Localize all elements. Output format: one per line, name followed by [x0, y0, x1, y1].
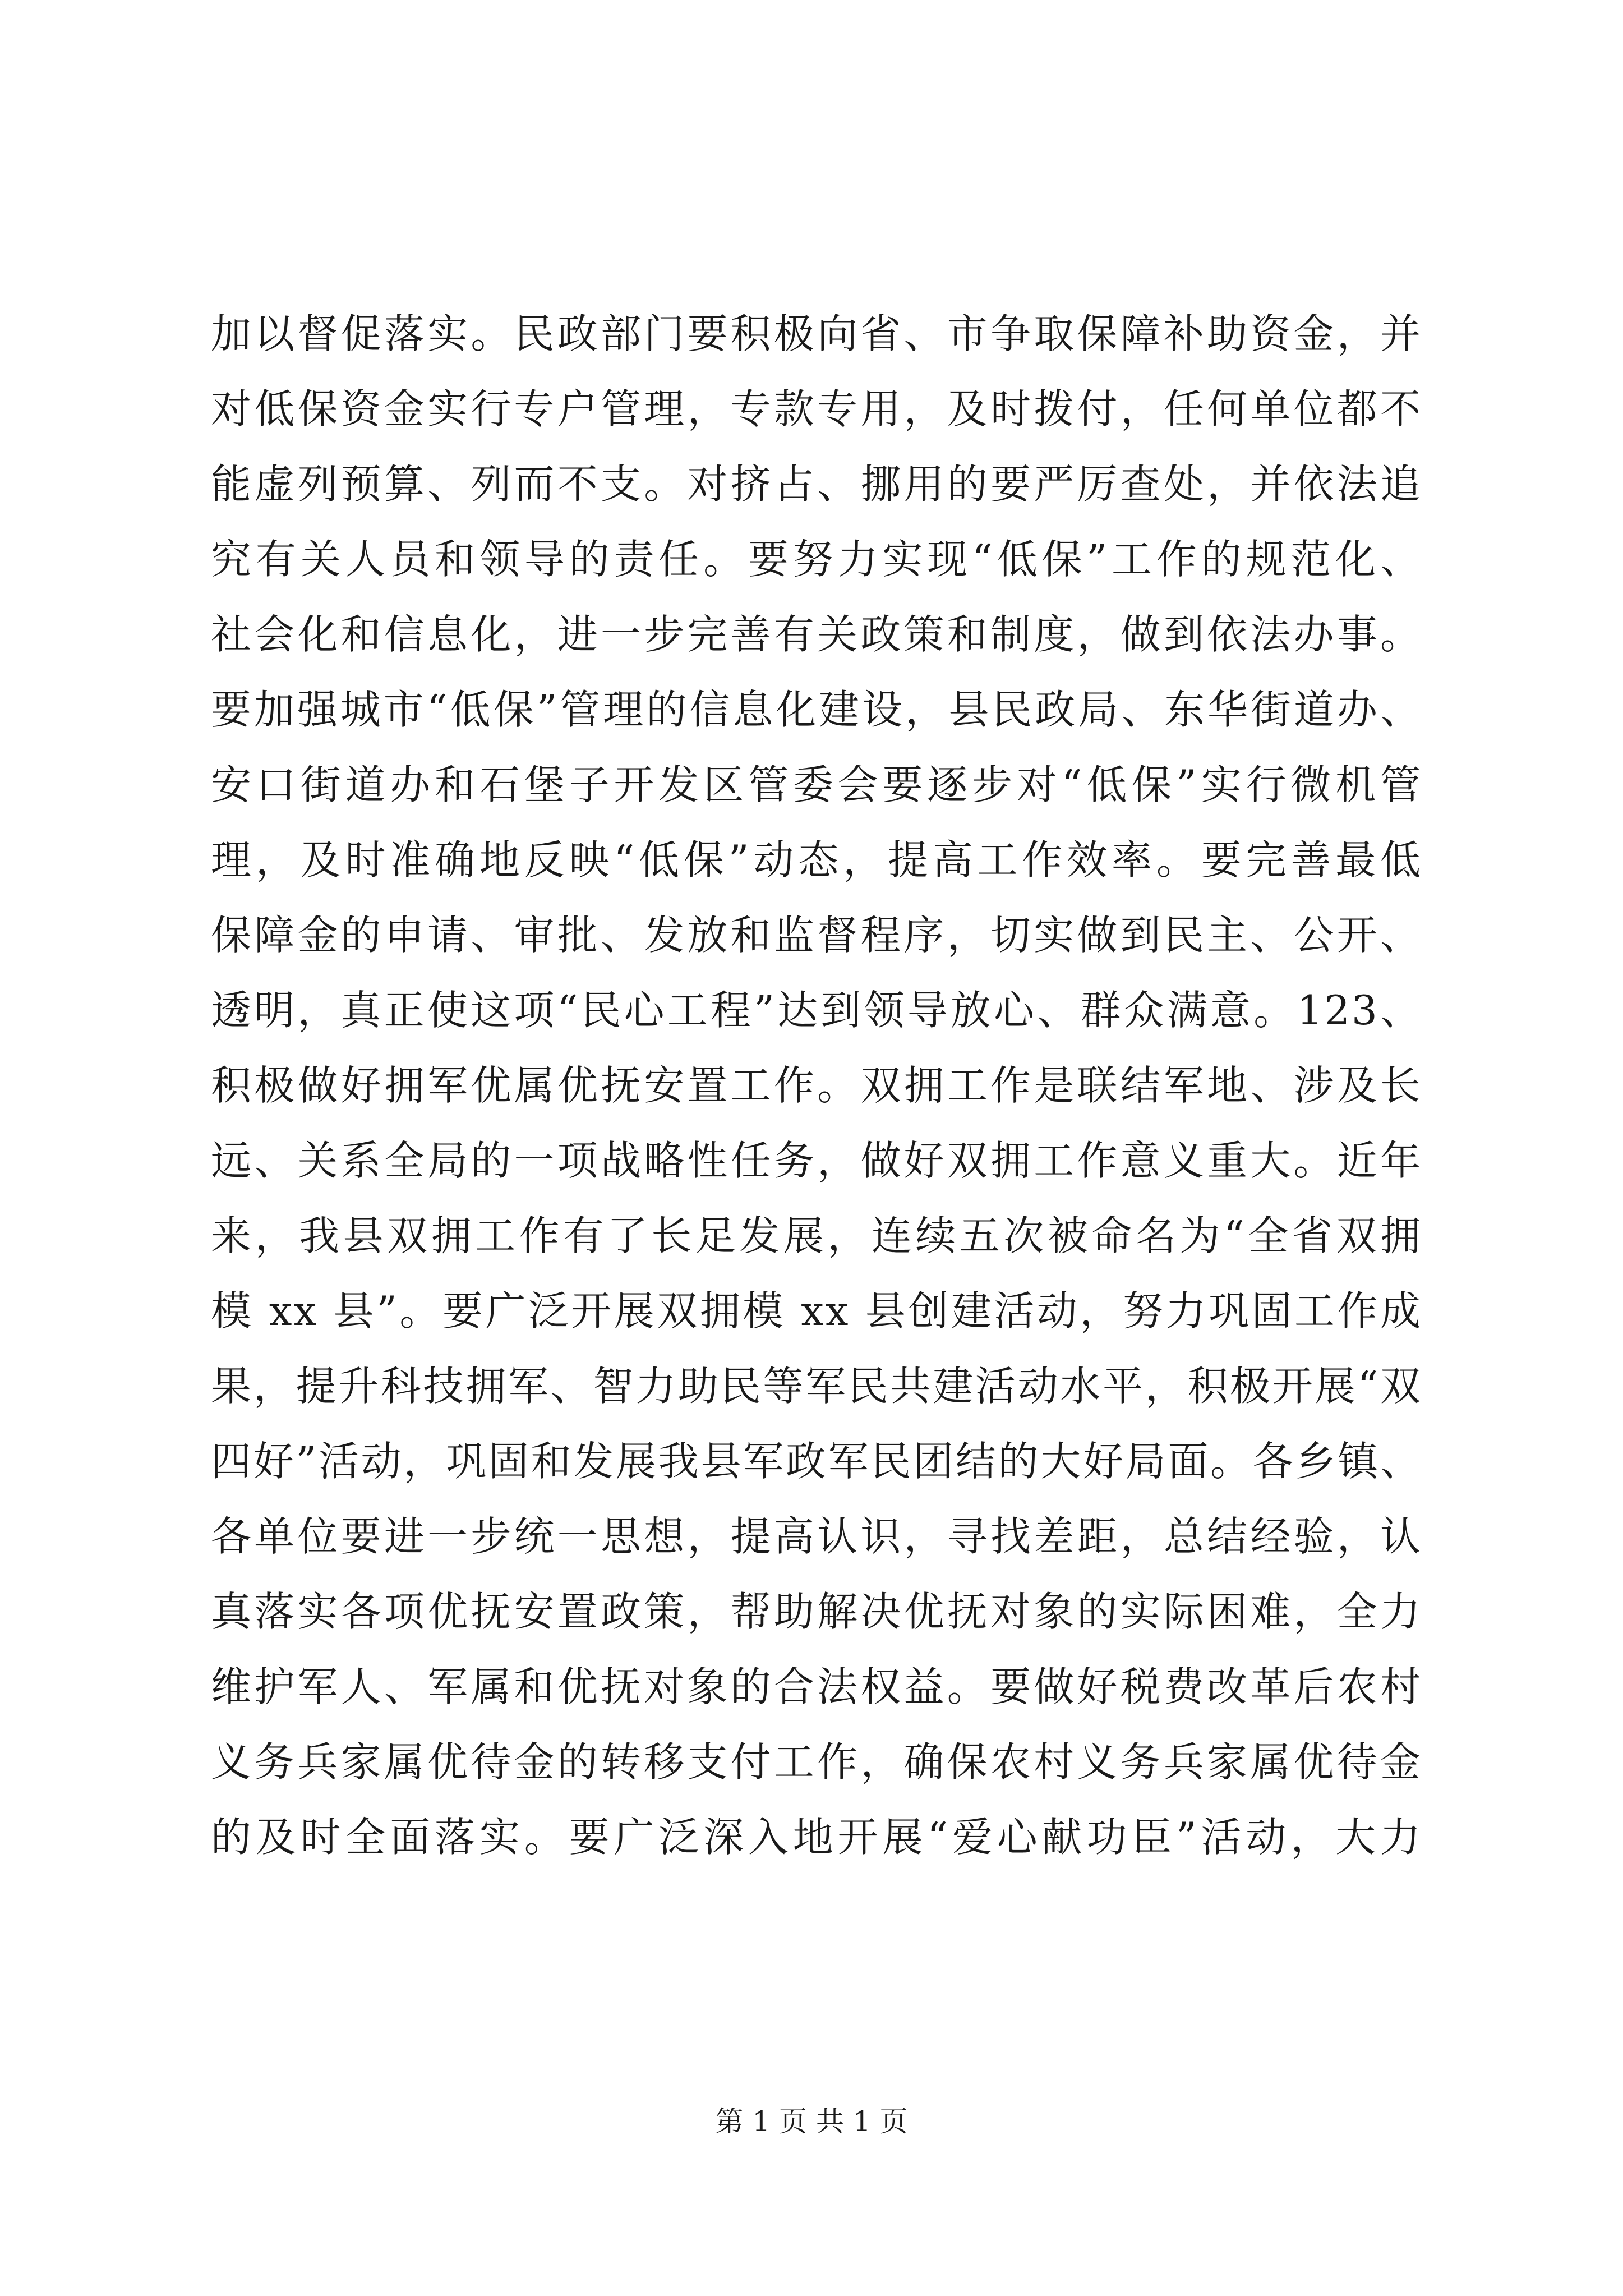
text-line: 能虚列预算、列而不支。对挤占、挪用的要严厉查处，并依法追 — [211, 461, 1422, 508]
text-line: 究有关人员和领导的责任。要努力实现“低保”工作的规范化、 — [211, 536, 1422, 583]
text-line: 真落实各项优抚安置政策，帮助解决优抚对象的实际困难，全力 — [211, 1588, 1422, 1635]
text-line: 社会化和信息化，进一步完善有关政策和制度，做到依法办事。 — [211, 611, 1422, 658]
text-line: 保障金的申请、审批、发放和监督程序，切实做到民主、公开、 — [211, 912, 1422, 959]
text-line: 的及时全面落实。要广泛深入地开展“爱心献功臣”活动，大力 — [211, 1814, 1422, 1861]
text-line: 模 xx 县”。要广泛开展双拥模 xx 县创建活动，努力巩固工作成 — [211, 1287, 1422, 1335]
text-line: 果，提升科技拥军、智力助民等军民共建活动水平，积极开展“双 — [211, 1363, 1422, 1410]
text-line: 安口街道办和石堡子开发区管委会要逐步对“低保”实行微机管 — [211, 761, 1422, 808]
text-line: 维护军人、军属和优抚对象的合法权益。要做好税费改革后农村 — [211, 1663, 1422, 1710]
text-line: 要加强城市“低保”管理的信息化建设，县民政局、东华街道办、 — [211, 686, 1422, 733]
text-line: 各单位要进一步统一思想，提高认识，寻找差距，总结经验，认 — [211, 1513, 1422, 1560]
text-line: 来，我县双拥工作有了长足发展，连续五次被命名为“全省双拥 — [211, 1212, 1422, 1259]
text-line: 四好”活动，巩固和发展我县军政军民团结的大好局面。各乡镇、 — [211, 1438, 1422, 1485]
text-line: 理，及时准确地反映“低保”动态，提高工作效率。要完善最低 — [211, 836, 1422, 884]
text-line: 远、关系全局的一项战略性任务，做好双拥工作意义重大。近年 — [211, 1137, 1422, 1184]
body-text — [211, 296, 1422, 1875]
text-line: 义务兵家属优待金的转移支付工作，确保农村义务兵家属优待金 — [211, 1738, 1422, 1786]
page-footer: 第 1 页 共 1 页 — [715, 2105, 908, 2138]
text-line: 透明，真正使这项“民心工程”达到领导放心、群众满意。123、 — [211, 987, 1422, 1034]
text-line: 加以督促落实。民政部门要积极向省、市争取保障补助资金，并 — [211, 310, 1422, 357]
text-line: 积极做好拥军优属优抚安置工作。双拥工作是联结军地、涉及长 — [211, 1062, 1422, 1109]
text-line: 对低保资金实行专户管理，专款专用，及时拨付，任何单位都不 — [211, 385, 1422, 432]
